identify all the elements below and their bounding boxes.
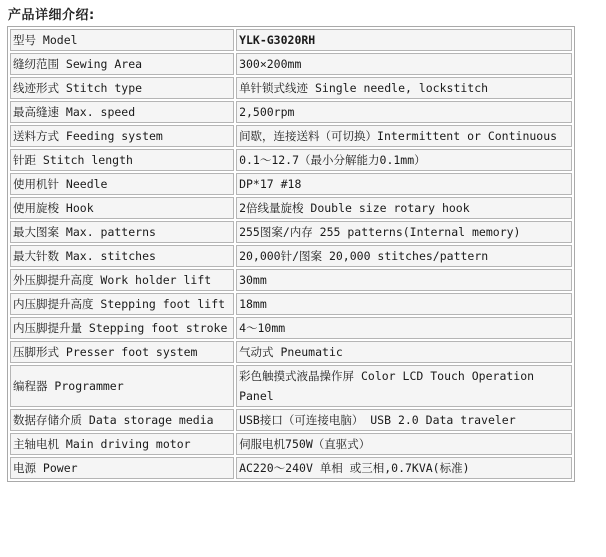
spec-value: 255图案/内存 255 patterns(Internal memory)	[236, 221, 572, 243]
spec-label: 数据存储介质 Data storage media	[10, 409, 234, 431]
table-row	[10, 341, 572, 363]
spec-label: 针距 Stitch length	[10, 149, 234, 171]
table-row	[10, 149, 572, 171]
spec-value: 彩色触摸式液晶操作屏 Color LCD Touch Operation Panel	[236, 365, 572, 407]
spec-value: 18mm	[236, 293, 572, 315]
spec-label: 外压脚提升高度 Work holder lift	[10, 269, 234, 291]
spec-value: 2,500rpm	[236, 101, 572, 123]
table-row	[10, 221, 572, 243]
spec-value: 2倍线量旋梭 Double size rotary hook	[236, 197, 572, 219]
spec-value: DP*17 #18	[236, 173, 572, 195]
table-row	[10, 101, 572, 123]
table-row	[10, 173, 572, 195]
spec-value: YLK-G3020RH	[236, 29, 572, 51]
spec-value: 伺服电机750W（直驱式）	[236, 433, 572, 455]
spec-label: 压脚形式 Presser foot system	[10, 341, 234, 363]
spec-label: 电源 Power	[10, 457, 234, 479]
spec-label: 线迹形式 Stitch type	[10, 77, 234, 99]
spec-label: 使用旋梭 Hook	[10, 197, 234, 219]
spec-label: 缝纫范围 Sewing Area	[10, 53, 234, 75]
table-row	[10, 125, 572, 147]
table-row	[10, 197, 572, 219]
spec-value: 30mm	[236, 269, 572, 291]
table-row	[10, 293, 572, 315]
spec-value: 气动式 Pneumatic	[236, 341, 572, 363]
spec-value: USB接口（可连接电脑） USB 2.0 Data traveler	[236, 409, 572, 431]
spec-value: 20,000针/图案 20,000 stitches/pattern	[236, 245, 572, 267]
spec-label: 内压脚提升量 Stepping foot stroke	[10, 317, 234, 339]
table-row	[10, 77, 572, 99]
spec-label: 编程器 Programmer	[10, 365, 234, 407]
table-row	[10, 245, 572, 267]
spec-label: 最高缝速 Max. speed	[10, 101, 234, 123]
spec-label: 主轴电机 Main driving motor	[10, 433, 234, 455]
table-row	[10, 317, 572, 339]
table-row	[10, 53, 572, 75]
spec-label: 最大针数 Max. stitches	[10, 245, 234, 267]
spec-label: 型号 Model	[10, 29, 234, 51]
page-heading: 产品详细介绍:	[8, 8, 95, 23]
table-row	[10, 457, 572, 479]
spec-label: 使用机针 Needle	[10, 173, 234, 195]
spec-label: 最大图案 Max. patterns	[10, 221, 234, 243]
spec-value: 300×200mm	[236, 53, 572, 75]
spec-label: 送料方式 Feeding system	[10, 125, 234, 147]
spec-label: 内压脚提升高度 Stepping foot lift	[10, 293, 234, 315]
table-row	[10, 29, 572, 51]
table-row	[10, 409, 572, 431]
table-row	[10, 365, 572, 407]
spec-value: 间歇，连接送料（可切换）Intermittent or Continuous	[236, 125, 572, 147]
table-row	[10, 433, 572, 455]
spec-table	[7, 26, 575, 482]
table-row	[10, 269, 572, 291]
spec-value: 4～10mm	[236, 317, 572, 339]
spec-value: AC220～240V 单相 或三相,0.7KVA(标准)	[236, 457, 572, 479]
spec-value: 0.1～12.7（最小分解能力0.1mm）	[236, 149, 572, 171]
spec-value: 单针锁式线迹 Single needle, lockstitch	[236, 77, 572, 99]
